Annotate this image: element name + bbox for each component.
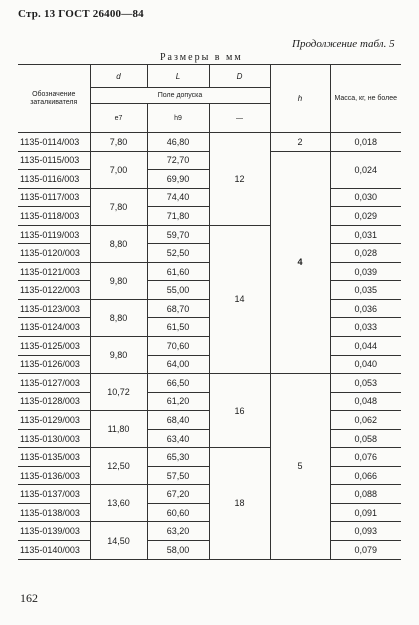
- table-continuation-label: Продолжение табл. 5: [292, 38, 395, 50]
- dimensions-table: [18, 64, 401, 560]
- table-row: [18, 448, 401, 467]
- mass-cell: 0,036: [330, 299, 401, 318]
- designation-cell: 1135-0118/003: [18, 207, 90, 226]
- mass-cell: 0,031: [330, 225, 401, 244]
- mass-cell: 0,066: [330, 466, 401, 485]
- L-cell: 66,50: [147, 374, 209, 393]
- designation-cell: 1135-0117/003: [18, 188, 90, 207]
- L-cell: 58,00: [147, 541, 209, 560]
- L-cell: 72,70: [147, 151, 209, 170]
- mass-cell: 0,040: [330, 355, 401, 374]
- L-cell: 63,40: [147, 429, 209, 448]
- L-header: L: [147, 65, 209, 88]
- L-cell: 52,50: [147, 244, 209, 263]
- designation-cell: 1135-0129/003: [18, 411, 90, 430]
- D-cell: 18: [209, 448, 270, 559]
- d-cell: 13,60: [90, 485, 147, 522]
- designation-cell: 1135-0124/003: [18, 318, 90, 337]
- mass-cell: 0,030: [330, 188, 401, 207]
- d-cell: 11,80: [90, 411, 147, 448]
- designation-cell: 1135-0120/003: [18, 244, 90, 263]
- designation-cell: 1135-0138/003: [18, 503, 90, 522]
- h-cell: 4: [270, 151, 330, 374]
- d-tolerance: е7: [90, 104, 147, 133]
- tolerance-field-header: Поле допуска: [90, 88, 270, 104]
- designation-cell: 1135-0137/003: [18, 485, 90, 504]
- d-cell: 10,72: [90, 374, 147, 411]
- D-tolerance: —: [209, 104, 270, 133]
- L-cell: 46,80: [147, 133, 209, 152]
- L-cell: 61,20: [147, 392, 209, 411]
- L-cell: 61,50: [147, 318, 209, 337]
- d-cell: 7,80: [90, 188, 147, 225]
- L-cell: 59,70: [147, 225, 209, 244]
- h-header: h: [270, 65, 330, 133]
- designation-cell: 1135-0127/003: [18, 374, 90, 393]
- designation-cell: 1135-0139/003: [18, 522, 90, 541]
- L-cell: 71,80: [147, 207, 209, 226]
- L-cell: 69,90: [147, 170, 209, 189]
- designation-cell: 1135-0140/003: [18, 541, 90, 560]
- units-caption: Размеры в мм: [160, 52, 243, 63]
- L-cell: 67,20: [147, 485, 209, 504]
- mass-cell: 0,029: [330, 207, 401, 226]
- designation-cell: 1135-0130/003: [18, 429, 90, 448]
- D-cell: 16: [209, 374, 270, 448]
- L-tolerance: h9: [147, 104, 209, 133]
- mass-cell: 0,018: [330, 133, 401, 152]
- designation-cell: 1135-0116/003: [18, 170, 90, 189]
- designation-cell: 1135-0115/003: [18, 151, 90, 170]
- d-cell: 9,80: [90, 262, 147, 299]
- mass-cell: 0,091: [330, 503, 401, 522]
- L-cell: 63,20: [147, 522, 209, 541]
- mass-cell: 0,088: [330, 485, 401, 504]
- mass-cell: 0,039: [330, 262, 401, 281]
- mass-header: Масса, кг, не более: [330, 65, 401, 133]
- mass-cell: 0,076: [330, 448, 401, 467]
- d-cell: 8,80: [90, 299, 147, 336]
- L-cell: 74,40: [147, 188, 209, 207]
- L-cell: 68,40: [147, 411, 209, 430]
- L-cell: 64,00: [147, 355, 209, 374]
- d-cell: 14,50: [90, 522, 147, 559]
- designation-cell: 1135-0121/003: [18, 262, 90, 281]
- mass-cell: 0,024: [330, 151, 401, 188]
- page-header: Стр. 13 ГОСТ 26400—84: [18, 8, 144, 20]
- L-cell: 61,60: [147, 262, 209, 281]
- mass-cell: 0,048: [330, 392, 401, 411]
- table-body: [18, 133, 401, 560]
- mass-cell: 0,093: [330, 522, 401, 541]
- L-cell: 70,60: [147, 337, 209, 356]
- L-cell: 60,60: [147, 503, 209, 522]
- D-cell: 14: [209, 225, 270, 373]
- L-cell: 68,70: [147, 299, 209, 318]
- designation-cell: 1135-0125/003: [18, 337, 90, 356]
- D-header: D: [209, 65, 270, 88]
- d-cell: 7,80: [90, 133, 147, 152]
- table-row: [18, 133, 401, 152]
- designation-header: Обозначение заталкивателя: [18, 65, 90, 133]
- h-cell: 5: [270, 374, 330, 559]
- designation-cell: 1135-0119/003: [18, 225, 90, 244]
- d-cell: 7,00: [90, 151, 147, 188]
- mass-cell: 0,079: [330, 541, 401, 560]
- d-cell: 8,80: [90, 225, 147, 262]
- D-cell: 12: [209, 133, 270, 226]
- d-cell: 9,80: [90, 337, 147, 374]
- d-cell: 12,50: [90, 448, 147, 485]
- h-cell: 2: [270, 133, 330, 152]
- designation-cell: 1135-0122/003: [18, 281, 90, 300]
- mass-cell: 0,044: [330, 337, 401, 356]
- d-header: d: [90, 65, 147, 88]
- mass-cell: 0,053: [330, 374, 401, 393]
- mass-cell: 0,035: [330, 281, 401, 300]
- designation-cell: 1135-0123/003: [18, 299, 90, 318]
- designation-cell: 1135-0135/003: [18, 448, 90, 467]
- designation-cell: 1135-0136/003: [18, 466, 90, 485]
- designation-cell: 1135-0128/003: [18, 392, 90, 411]
- page-number: 162: [20, 591, 38, 605]
- designation-cell: 1135-0126/003: [18, 355, 90, 374]
- mass-cell: 0,028: [330, 244, 401, 263]
- table-row: [18, 225, 401, 244]
- L-cell: 65,30: [147, 448, 209, 467]
- mass-cell: 0,062: [330, 411, 401, 430]
- table-row: [18, 374, 401, 393]
- L-cell: 57,50: [147, 466, 209, 485]
- mass-cell: 0,033: [330, 318, 401, 337]
- L-cell: 55,00: [147, 281, 209, 300]
- mass-cell: 0,058: [330, 429, 401, 448]
- designation-cell: 1135-0114/003: [18, 133, 90, 152]
